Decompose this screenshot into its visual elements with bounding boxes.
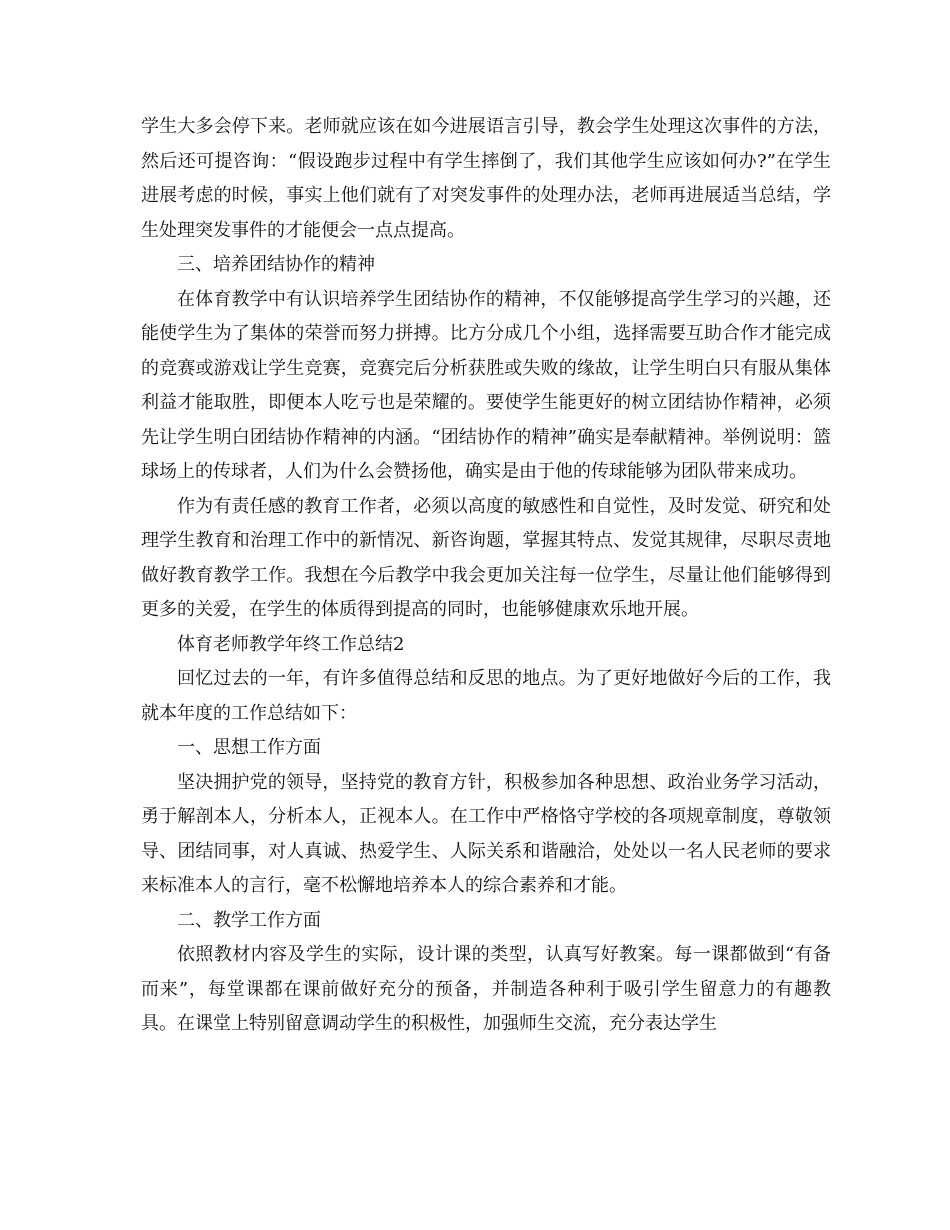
section-heading-teaching: 二、教学工作方面 xyxy=(177,909,321,931)
section-title-summary-2: 体育老师教学年终工作总结2 xyxy=(177,633,405,655)
paragraph-teamwork: 在体育教学中有认识培养学生团结协作的精神，不仅能够提高学生学习的兴趣，还能使学生为了集体的荣誉而努力拼搏。比方分成几个小组，选择需要互助合作才能完成的竞赛或游戏让学生竞赛，竞赛完后分析获胜或失败的缘故，让学生明白只有服从集体利益才能取胜，即便本人吃亏也是荣耀的。要使学生能更好的树立团结协作精神，必须先让学生明白团结协作精神的内涵。“团结协作的精神”确实是奉献精神。举例说明：篮球场上的传球者，人们为什么会赞扬他，确实是由于他的传球能够为团队带来成功。 xyxy=(141,288,831,482)
paragraph-teaching: 依照教材内容及学生的实际，设计课的类型，认真写好教案。每一课都做到“有备而来”，每堂课都在课前做好充分的预备，并制造各种利于吸引学生留意力的有趣教具。在课堂上特别留意调动学生的积极性，加强师生交流，充分表达学生 xyxy=(141,944,831,1034)
paragraph-ideology: 坚决拥护党的领导，坚持党的教育方针，积极参加各种思想、政治业务学习活动，勇于解剖本人，分析本人，正视本人。在工作中严格恪守学校的各项规章制度，尊敬领导、团结同事，对人真诚、热爱学生、人际关系和谐融洽，处处以一名人民老师的要求来标准本人的言行，毫不松懈地培养本人的综合素养和才能。 xyxy=(141,771,831,896)
paragraph-continuation: 学生大多会停下来。老师就应该在如今进展语言引导，教会学生处理这次事件的方法，然后还可提咨询：“假设跑步过程中有学生摔倒了，我们其他学生应该如何办?”在学生进展考虑的时候，事实上他们就有了对突发事件的处理办法，老师再进展适当总结，学生处理突发事件的才能便会一点点提高。 xyxy=(141,116,831,241)
section-heading-teamwork: 三、培养团结协作的精神 xyxy=(177,254,375,275)
paragraph-responsibility: 作为有责任感的教育工作者，必须以高度的敏感性和自觉性，及时发觉、研究和处理学生教育和治理工作中的新情况、新咨询题，掌握其特点、发觉其规律，尽职尽责地做好教育教学工作。我想在今后教学中我会更加关注每一位学生，尽量让他们能够得到更多的关爱，在学生的体质得到提高的同时，也能够健康欢乐地开展。 xyxy=(141,495,831,620)
document-body xyxy=(141,110,831,1042)
paragraph-review: 回忆过去的一年，有许多值得总结和反思的地点。为了更好地做好今后的工作，我就本年度的工作总结如下： xyxy=(141,668,831,724)
section-heading-ideology: 一、思想工作方面 xyxy=(177,737,321,758)
